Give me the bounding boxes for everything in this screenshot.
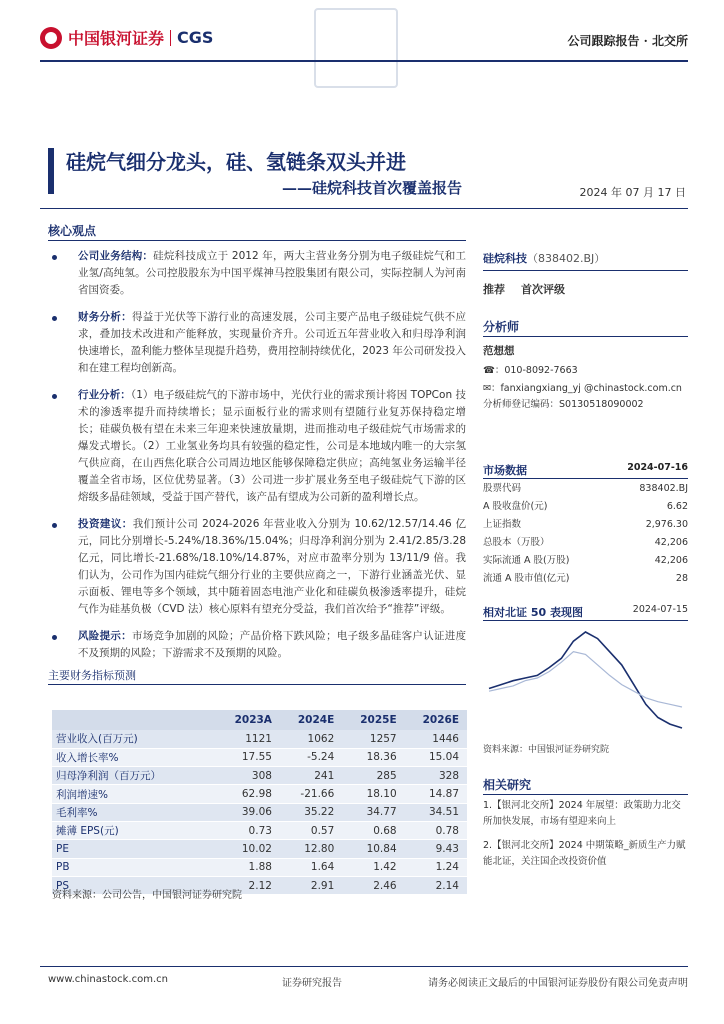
bullet-finance xyxy=(48,309,466,377)
rating-value: 首次评级 xyxy=(521,283,565,296)
related-list xyxy=(483,798,688,878)
table-cell: 0.78 xyxy=(405,821,467,839)
analyst-cert: 分析师登记编码：S0130518090002 xyxy=(483,399,644,410)
bullet-dot xyxy=(52,316,57,321)
table-cell: 摊薄 EPS(元) xyxy=(52,821,216,839)
fin-table-title: 主要财务指标预测 xyxy=(48,669,136,682)
table-cell: 利润增速% xyxy=(52,785,216,803)
rating xyxy=(483,281,688,297)
brand-en: CGS xyxy=(177,28,214,47)
market-value: 2,976.30 xyxy=(645,519,688,530)
footer-disclaimer: 请务必阅读正文最后的中国银河证券股份有限公司免责声明 xyxy=(428,978,688,989)
bullet-dot xyxy=(52,255,57,260)
title-accent-bar xyxy=(48,148,54,194)
core-heading-line xyxy=(48,240,466,241)
fin-header-cell: 2025E xyxy=(342,710,404,730)
analyst-name: 范想想 xyxy=(483,345,515,357)
market-data-list xyxy=(483,480,688,588)
table-row xyxy=(52,785,467,803)
report-title: 硅烷气细分龙头，硅、氢链条双头并进 xyxy=(66,150,406,174)
related-item[interactable]: 1.【银河北交所】2024 年展望：政策助力北交所加快发展，市场有望迎来向上 xyxy=(483,800,681,827)
brand-name: 中国银河证券 xyxy=(68,29,165,48)
table-cell: 1446 xyxy=(405,730,467,748)
table-row xyxy=(52,821,467,839)
table-cell: 18.36 xyxy=(342,748,404,766)
table-cell: 收入增长率% xyxy=(52,748,216,766)
brand-logo xyxy=(40,26,213,49)
bullet-text: 硅烷科技成立于 2012 年，两大主营业务分别为电子级硅烷气和工业氢/高纯氢。公司控股股东为中国平煤神马控股集团有限公司，实际控制人为河南省国资委。 xyxy=(78,250,466,296)
stock-name-text: 硅烷科技 xyxy=(483,252,527,265)
title-divider xyxy=(40,208,688,209)
header-divider xyxy=(40,60,688,62)
market-row xyxy=(483,498,688,516)
bullet-risk xyxy=(48,628,466,662)
chart-source: 资料来源：中国银河证券研究院 xyxy=(483,745,610,755)
table-cell: 毛利率% xyxy=(52,803,216,821)
market-row xyxy=(483,552,688,570)
fin-header-cell: 2024E xyxy=(280,710,342,730)
core-heading: 核心观点 xyxy=(48,224,97,238)
market-row xyxy=(483,516,688,534)
table-cell: -21.66 xyxy=(280,785,342,803)
market-key: 股票代码 xyxy=(483,483,522,494)
bullet-text: 我们预计公司 2024-2026 年营业收入分别为 10.62/12.57/14.46 亿元，同比分别增长-5.24%/18.36%/15.04%；归母净利润分别为 2.41/2.85/3.28 亿元，同比增长-21.68%/18.10%/14.87%，对应市盈率分别为 13/11/9 倍。我们认为，公司作为国内硅烷气细分行业的主要供应商之一，下游行业涵盖光伏、显示面板、锂电等多个领域，其中随着固态电池产业化和硅碳负极渗透率提升，硅烷气作为硅基负极（CVD 法）核心原料有望充分受益，我们首次给予“推荐”评级。 xyxy=(78,518,467,615)
table-cell: 2.46 xyxy=(342,876,404,894)
table-cell: 12.80 xyxy=(280,840,342,858)
watermark-logo xyxy=(314,8,398,88)
table-cell: 17.55 xyxy=(216,748,280,766)
market-key: 上证指数 xyxy=(483,519,522,530)
table-cell: 15.04 xyxy=(405,748,467,766)
table-cell: 328 xyxy=(405,767,467,785)
related-line xyxy=(483,794,688,795)
logo-icon xyxy=(40,27,62,49)
bullet-label: 公司业务结构： xyxy=(78,250,154,262)
table-cell: 10.02 xyxy=(216,840,280,858)
relative-performance-chart xyxy=(483,624,688,736)
table-cell: PE xyxy=(52,840,216,858)
market-row xyxy=(483,534,688,552)
market-row xyxy=(483,570,688,588)
table-row xyxy=(52,803,467,821)
bullet-dot xyxy=(52,523,57,528)
market-key: 实际流通 A 股(万股) xyxy=(483,555,570,566)
analyst-email: ✉：fanxiangxiang_yj @chinastock.com.cn xyxy=(483,383,682,394)
table-cell: 0.73 xyxy=(216,821,280,839)
table-cell: 241 xyxy=(280,767,342,785)
table-cell: 1257 xyxy=(342,730,404,748)
table-cell: 308 xyxy=(216,767,280,785)
related-item[interactable]: 2.【银河北交所】2024 中期策略_新质生产力赋能北证，关注国企改投资价值 xyxy=(483,840,686,867)
table-cell: 归母净利润（百万元） xyxy=(52,767,216,785)
table-row xyxy=(52,730,467,748)
bullet-investment xyxy=(48,516,466,618)
fin-header-row xyxy=(52,710,467,730)
table-cell: 10.84 xyxy=(342,840,404,858)
table-cell: 2.91 xyxy=(280,876,342,894)
fin-title-line xyxy=(48,684,466,685)
market-heading-row xyxy=(483,462,688,478)
chart-heading-row xyxy=(483,604,688,620)
bullet-business xyxy=(48,248,466,299)
footer-url[interactable]: www.chinastock.com.cn xyxy=(48,974,168,985)
stock-name xyxy=(483,250,688,266)
table-cell: 2.14 xyxy=(405,876,467,894)
bullet-text: （1）电子级硅烷气的下游市场中，光伏行业的需求预计将因 TOPCon 技术的渗透率提升而持续增长；显示面板行业的需求则有望随行业复苏保持稳定增长；硅碳负极有望在未来三年迎来快速放量期，进而推动电子级硅烷气市场需求的爆发式增长。（2）工业氢业务均具有较强的稳定性，公司是本地域内唯一的大宗氢气供应商，在山西焦化联合公司周边地区能够保障稳定供应；高纯氢业务运输半径覆盖全省市场，区位优势显著。（3）公司进一步扩展业务至电子级硅烷气下游的区熔级多晶硅领域，受益于国产替代，该产品有望成为公司新的盈利增长点。 xyxy=(78,389,467,503)
chart-heading: 相对北证 50 表现图 xyxy=(483,606,583,619)
fin-header-cell xyxy=(52,710,216,730)
table-row xyxy=(52,840,467,858)
chart-line xyxy=(483,620,688,621)
market-key: A 股收盘价(元) xyxy=(483,501,548,512)
report-subtitle: ——硅烷科技首次覆盖报告 xyxy=(282,179,463,197)
table-cell: 62.98 xyxy=(216,785,280,803)
fin-header-cell: 2026E xyxy=(405,710,467,730)
market-date: 2024-07-16 xyxy=(627,462,688,473)
table-row xyxy=(52,748,467,766)
bullet-label: 风险提示： xyxy=(78,630,132,642)
chart-date: 2024-07-15 xyxy=(632,604,688,615)
market-value: 28 xyxy=(675,573,688,584)
market-value: 6.62 xyxy=(666,501,688,512)
table-cell: 0.68 xyxy=(342,821,404,839)
table-cell: 285 xyxy=(342,767,404,785)
market-heading: 市场数据 xyxy=(483,464,527,477)
analyst-phone: ☎：010-8092-7663 xyxy=(483,365,578,376)
bullet-text: 市场竞争加剧的风险；产品价格下跌风险；电子级多晶硅客户认证进度不及预期的风险；下游需求不及预期的风险。 xyxy=(78,630,467,659)
fin-table-body xyxy=(52,730,467,895)
table-cell: 营业收入(百万元) xyxy=(52,730,216,748)
table-cell: 1062 xyxy=(280,730,342,748)
footer-center: 证券研究报告 xyxy=(282,978,342,989)
table-cell: 14.87 xyxy=(405,785,467,803)
table-cell: PS xyxy=(52,876,216,894)
analyst-heading: 分析师 xyxy=(483,320,520,334)
stock-line xyxy=(483,270,688,271)
table-cell: 18.10 xyxy=(342,785,404,803)
table-cell: PB xyxy=(52,858,216,876)
related-heading: 相关研究 xyxy=(483,778,532,792)
market-value: 42,206 xyxy=(654,555,688,566)
table-cell: 1121 xyxy=(216,730,280,748)
fin-source: 资料来源：公司公告，中国银河证券研究院 xyxy=(52,890,242,901)
bullet-label: 投资建议： xyxy=(78,518,133,530)
chart-series-line-0 xyxy=(489,632,682,728)
market-value: 42,206 xyxy=(654,537,688,548)
table-cell: 39.06 xyxy=(216,803,280,821)
table-cell: 0.57 xyxy=(280,821,342,839)
logo-divider xyxy=(170,30,171,46)
market-line xyxy=(483,478,688,479)
table-cell: -5.24 xyxy=(280,748,342,766)
market-key: 流通 A 股市值(亿元) xyxy=(483,573,570,584)
table-cell: 1.42 xyxy=(342,858,404,876)
market-key: 总股本（万股） xyxy=(483,537,550,548)
stock-code: （838402.BJ） xyxy=(527,252,606,265)
table-cell: 2.12 xyxy=(216,876,280,894)
market-row xyxy=(483,480,688,498)
analyst-heading-line xyxy=(483,336,688,337)
market-value: 838402.BJ xyxy=(639,483,688,494)
bullet-dot xyxy=(52,635,57,640)
table-cell: 1.24 xyxy=(405,858,467,876)
footer-divider xyxy=(40,966,688,967)
table-cell: 9.43 xyxy=(405,840,467,858)
table-cell: 1.64 xyxy=(280,858,342,876)
core-bullets xyxy=(48,248,466,672)
report-date: 2024 年 07 月 17 日 xyxy=(579,186,686,199)
fin-header-cell: 2023A xyxy=(216,710,280,730)
table-cell: 1.88 xyxy=(216,858,280,876)
bullet-label: 财务分析： xyxy=(78,311,132,323)
bullet-industry xyxy=(48,387,466,506)
rating-label: 推荐 xyxy=(483,283,505,296)
bullet-label: 行业分析： xyxy=(78,389,131,401)
report-type: 公司跟踪报告 · 北交所 xyxy=(567,34,688,48)
bullet-text: 得益于光伏等下游行业的高速发展，公司主要产品电子级硅烷气供不应求，叠加技术改进和产能释放，实现量价齐升。公司近五年营业收入和归母净利润快速增长，盈利能力整体呈现提升趋势，费用控制持续优化，2023 年公司研发投入和在建工程均创新高。 xyxy=(78,311,467,374)
table-row xyxy=(52,767,467,785)
bullet-dot xyxy=(52,394,57,399)
table-cell: 34.77 xyxy=(342,803,404,821)
table-cell: 34.51 xyxy=(405,803,467,821)
table-cell: 35.22 xyxy=(280,803,342,821)
table-row xyxy=(52,858,467,876)
fin-table xyxy=(52,710,467,895)
